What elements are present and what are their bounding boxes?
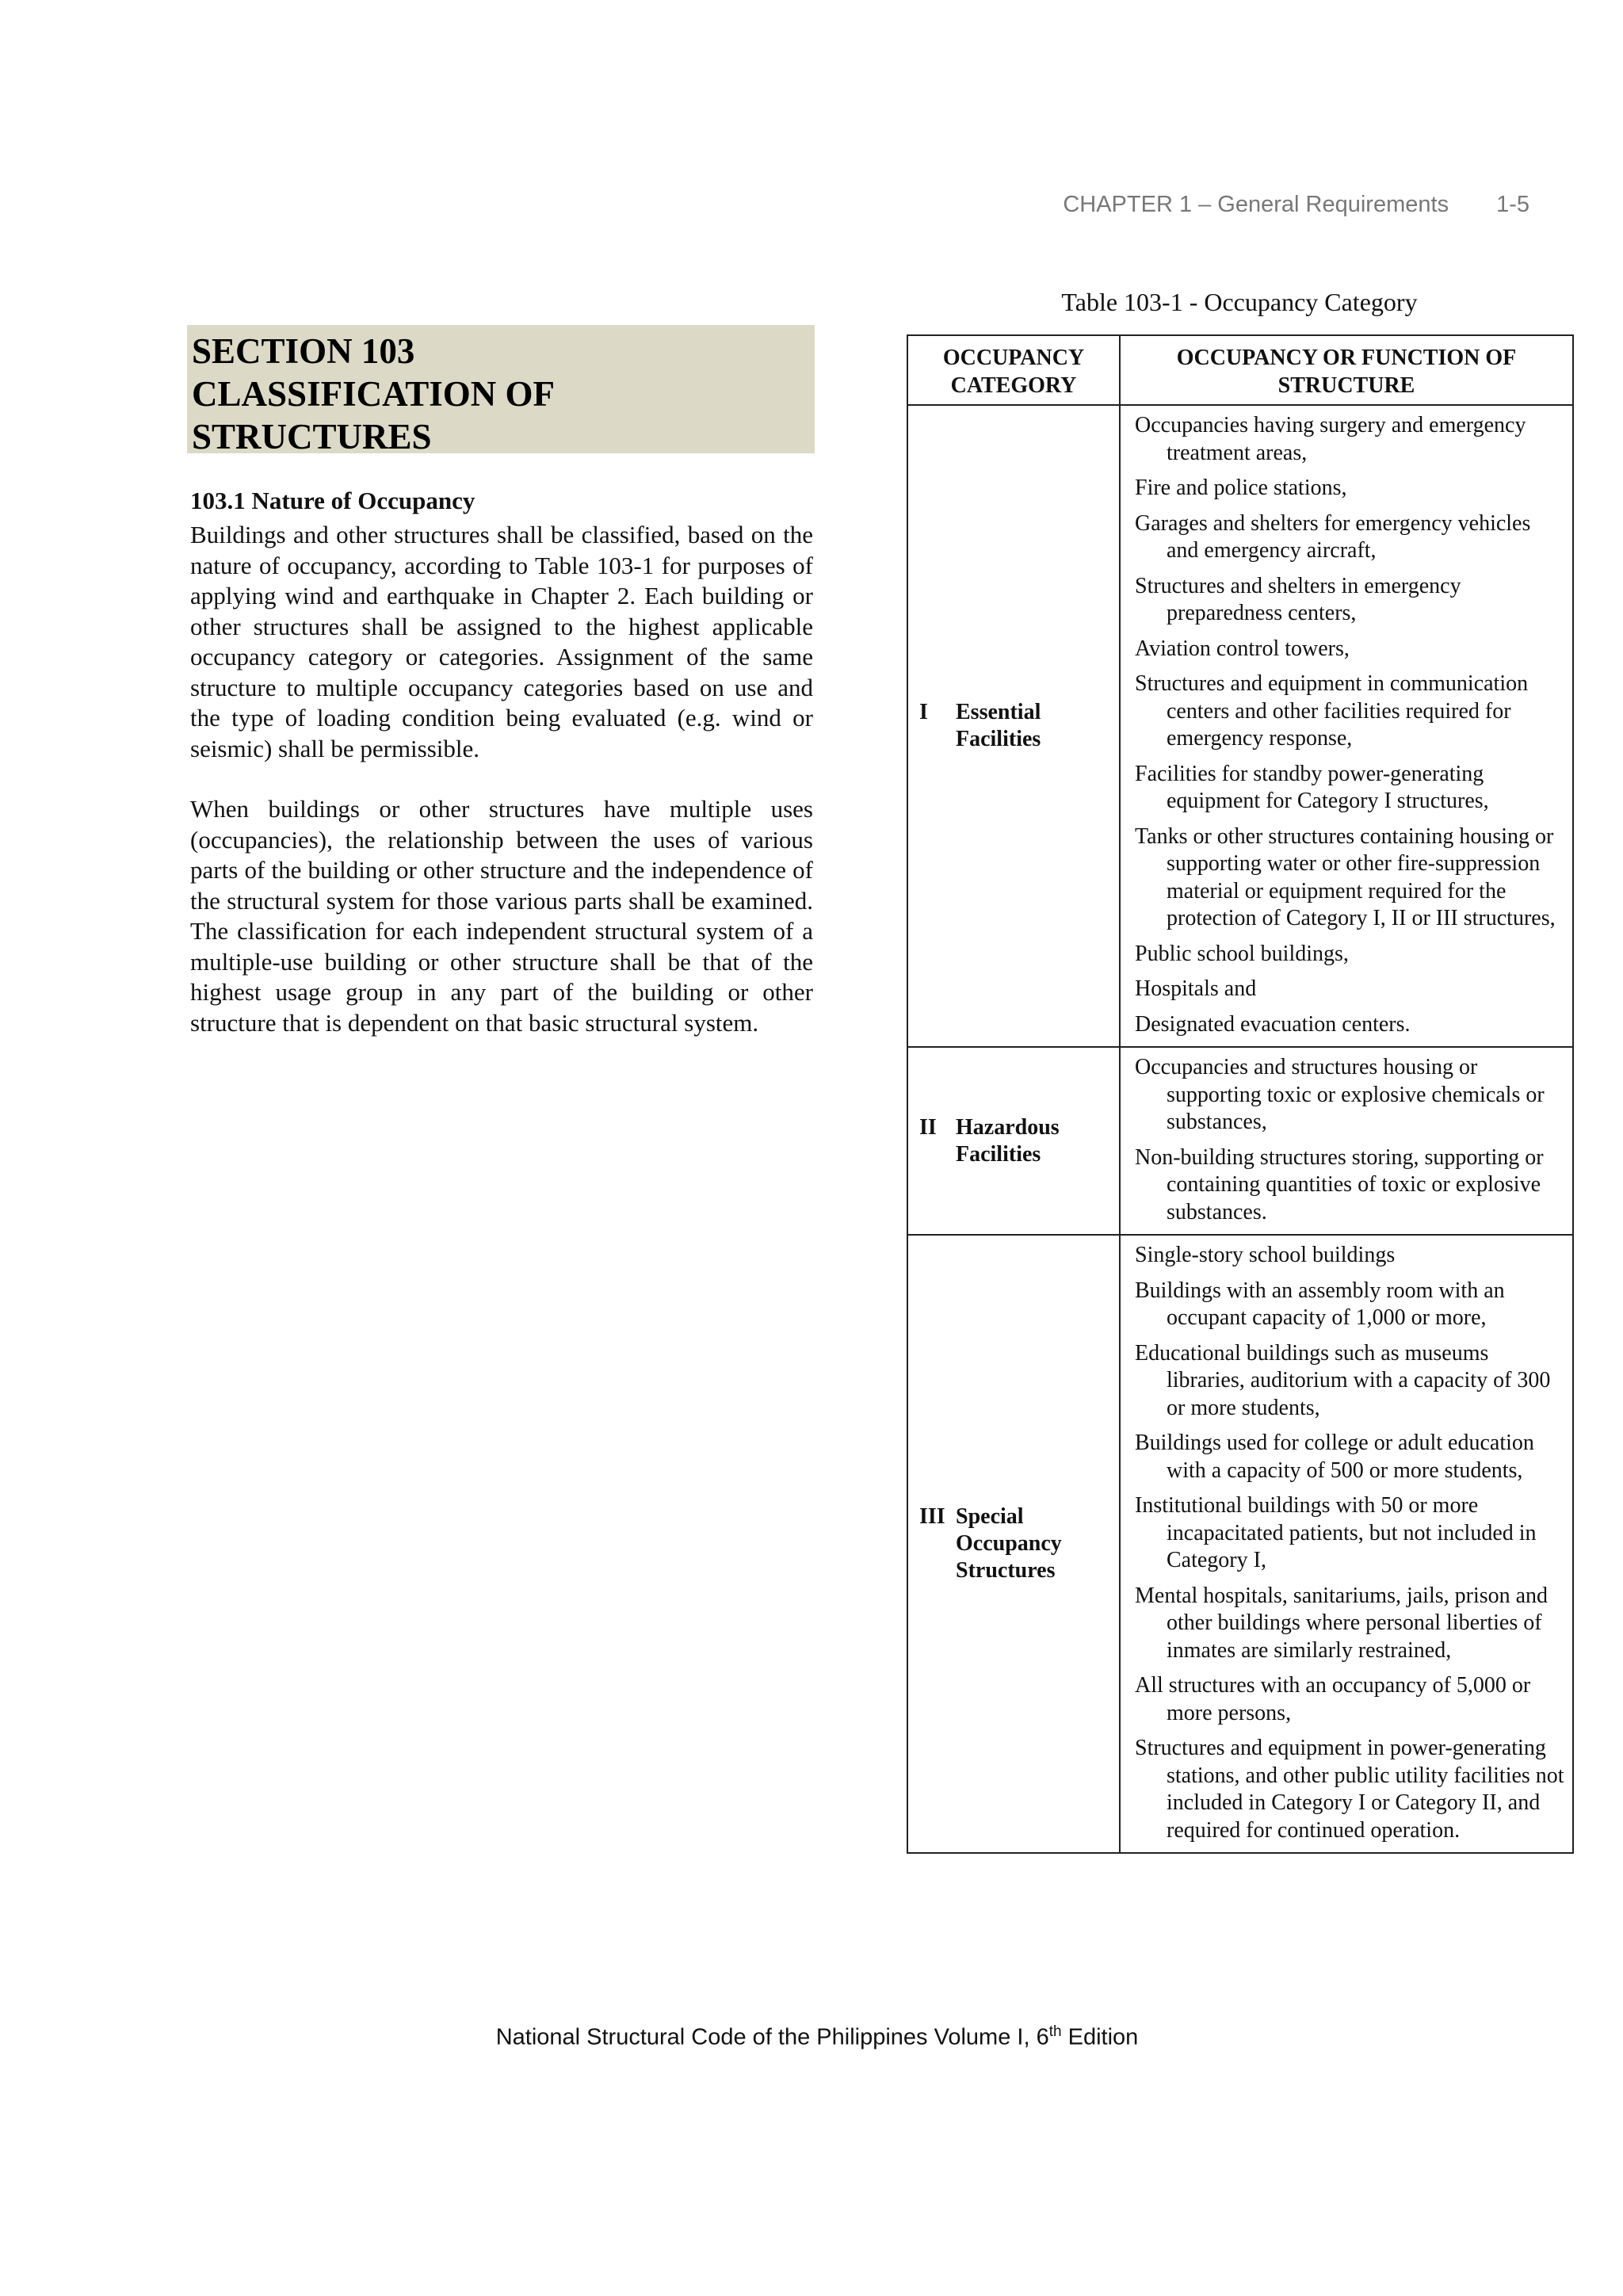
list-item: Structures and equipment in power-generating stations, and other public utility facilities not included in Category I or Category II, and required for continued operation. [1135,1736,1564,1843]
list-item: Designated evacuation centers. [1135,1011,1411,1037]
header-occupancy-category: OCCUPANCY CATEGORY [907,335,1120,405]
occupancy-list-cell [1120,405,1573,1047]
list-item: Buildings used for college or adult education with a capacity of 500 or more students, [1135,1431,1534,1483]
category-cell [907,1047,1120,1235]
category-name: Special Occupancy Structures [956,1504,1062,1583]
list-item: Single-story school buildings [1135,1243,1396,1267]
list-item: Fire and police stations, [1135,476,1347,500]
list-item: Tanks or other structures containing housing or supporting water or other fire-suppression material or equipment required for the protection of Category I, II or III structures, [1135,823,1556,930]
table-row [907,1047,1573,1235]
category-name: Hazardous Facilities [956,1114,1060,1167]
table-row [907,1235,1573,1853]
footer-superscript: th [1048,2023,1062,2040]
table-header-row [907,335,1573,405]
running-header [1046,192,1529,218]
list-item: Structures and shelters in emergency preparedness centers, [1135,573,1461,625]
occupancy-list-cell [1120,1235,1573,1853]
header-occupancy-function: OCCUPANCY OR FUNCTION OF STRUCTURE [1120,335,1573,405]
paragraph-2: When buildings or other structures have multiple uses (occupancies), the relationship between the uses of various parts of the building or other structure and the independence of the structural system for those various parts shall be examined. The classification for each independent structural system of a multiple-use building or other structure shall be that of the highest usage group in any part of the building or other structure that is dependent on that basic structural system. [190,795,813,1037]
section-heading-line-2: CLASSIFICATION OF [192,374,555,414]
table-body [907,405,1573,1853]
list-item: Aviation control towers, [1135,636,1350,661]
section-heading-line-1: SECTION 103 [192,331,415,371]
category-name: Essential Facilities [956,700,1041,751]
category-number: III [919,1504,945,1529]
paragraph-1: Buildings and other structures shall be classified, based on the nature of occupancy, according to Table 103-1 for purposes of applying wind and earthquake in Chapter 2. Each building or other structures shall be assigned to the highest applicable occupancy category or categories. Assignment of the same structure to multiple occupancy categories based on use and the type of loading condition being evaluated (e.g. wind or seismic) shall be permissible. [190,521,813,762]
category-cell [907,1235,1120,1853]
list-item: Mental hospitals, sanitariums, jails, prison and other buildings where personal liberties of inmates are similarly restrained, [1135,1583,1549,1663]
list-item: Occupancies and structures housing or supporting toxic or explosive chemicals or substances, [1135,1055,1545,1134]
list-item: Non-building structures storing, supporting or containing quantities of toxic or explosive substances. [1135,1144,1544,1224]
category-number: I [919,700,928,724]
section-heading-line-3: STRUCTURES [192,417,432,457]
occupancy-list-cell [1120,1047,1573,1235]
subsection-heading: 103.1 Nature of Occupancy [190,487,475,514]
list-item: Occupancies having surgery and emergency treatment areas, [1135,413,1526,465]
occupancy-table [907,334,1574,1854]
list-item: Institutional buildings with 50 or more incapacitated patients, but not included in Category I, [1135,1493,1537,1572]
section-body [190,485,813,1038]
list-item: Buildings with an assembly room with an occupant capacity of 1,000 or more, [1135,1278,1505,1330]
list-item: Hospitals and [1135,976,1257,1001]
section-heading [187,325,815,457]
running-footer [0,2023,1623,2051]
list-item: Public school buildings, [1135,941,1349,966]
table-caption: Table 103-1 - Occupancy Category [1061,288,1418,316]
list-item: All structures with an occupancy of 5,000 or more persons, [1135,1673,1531,1725]
footer-suffix: Edition [1061,2024,1139,2050]
chapter-title: CHAPTER 1 – General Requirements [1063,192,1449,217]
footer-text: National Structural Code of the Philippines Volume I, 6 [495,2024,1049,2050]
list-item: Structures and equipment in communication centers and other facilities required for emergency response, [1135,671,1529,751]
category-cell [907,405,1120,1047]
table-row [907,405,1573,1047]
list-item: Facilities for standby power-generating equipment for Category I structures, [1135,761,1489,813]
list-item: Garages and shelters for emergency vehicles and emergency aircraft, [1135,510,1531,563]
list-item: Educational buildings such as museums libraries, auditorium with a capacity of 300 or more students, [1135,1340,1551,1420]
category-number: II [919,1114,937,1140]
page-number: 1-5 [1496,192,1529,217]
